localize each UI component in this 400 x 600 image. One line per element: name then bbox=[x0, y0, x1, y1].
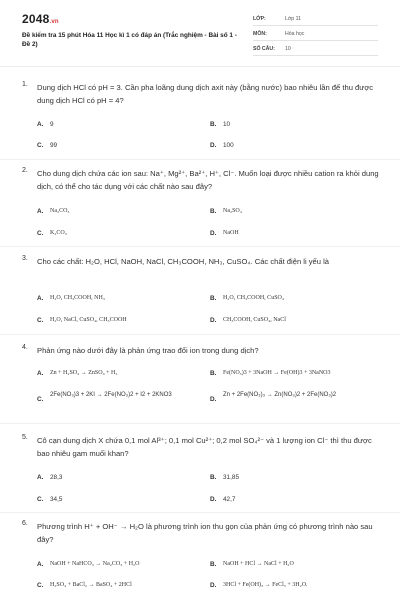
option-text: 100 bbox=[223, 142, 234, 149]
option-letter: A. bbox=[37, 474, 44, 481]
option-text: NaOH + HCl → NaCl + H₂O bbox=[223, 561, 294, 567]
meta-class-row bbox=[253, 12, 378, 26]
question-text: Cho các chất: H₂O, HCl, NaOH, NaCl, CH₃COOH, NH₃, CuSO₄. Các chất điện li yếu là bbox=[37, 257, 330, 266]
meta-value: 10 bbox=[285, 46, 291, 52]
option-letter: B. bbox=[210, 295, 217, 302]
question-number: 3. bbox=[22, 255, 28, 262]
header-divider bbox=[0, 66, 400, 67]
option-text: Zn + H₂SO₄ → ZnSO₄ + H₂ bbox=[50, 370, 118, 376]
option-text: 10 bbox=[223, 121, 231, 128]
option-text: NaOH bbox=[223, 230, 239, 236]
option-text: 99 bbox=[50, 142, 58, 149]
question-number: 5. bbox=[22, 434, 28, 441]
question-divider bbox=[0, 512, 400, 513]
meta-value: Lớp 11 bbox=[285, 16, 301, 22]
option-text: 42,7 bbox=[223, 496, 236, 503]
logo-text: 2048 bbox=[22, 12, 50, 26]
option-letter: C. bbox=[37, 582, 44, 589]
question-text: Phản ứng nào dưới đây là phản ứng trao đổi ion trong dung dịch? bbox=[37, 346, 259, 355]
option-text: H₂O, NaCl, CuSO₄, CH₃COOH bbox=[50, 317, 127, 323]
option-letter: D. bbox=[210, 582, 217, 589]
option-letter: A. bbox=[37, 121, 44, 128]
question-divider bbox=[0, 246, 400, 247]
option-text: H₂SO₄ + BaCl₂ → BaSO₄ + 2HCl bbox=[50, 582, 132, 588]
option-text: Na₂SO₄ bbox=[223, 208, 242, 214]
site-logo[interactable] bbox=[22, 12, 59, 26]
question-number: 4. bbox=[22, 344, 28, 351]
question-text: Cô cạn dung dịch X chứa 0,1 mol Al³⁺; 0,1 mol Cu²⁺; 0,2 mol SO₄²⁻ và 1 lượng ion Cl⁻ thì thu được bao nhiêu gam muối khan? bbox=[37, 436, 372, 458]
option-text: 3HCl + Fe(OH)₃ → FeCl₃ + 3H₂O. bbox=[223, 582, 308, 588]
meta-value: Hóa học bbox=[285, 31, 305, 37]
option-text: Fe(NO₃)3 + 3NaOH → Fe(OH)3 + 3NaNO3 bbox=[223, 370, 331, 376]
logo-suffix: .vn bbox=[49, 19, 59, 25]
option-letter: A. bbox=[37, 561, 44, 568]
option-text: H₂O, CH₃COOH, CuSO₄ bbox=[223, 295, 284, 301]
option-letter: B. bbox=[210, 561, 217, 568]
option-letter: C. bbox=[37, 496, 44, 503]
option-text: 31,85 bbox=[223, 474, 239, 481]
meta-label: SỐ CÂU: bbox=[253, 46, 275, 52]
question-divider bbox=[0, 423, 400, 424]
meta-label: LỚP: bbox=[253, 16, 266, 22]
option-text: CH₃COOH, CuSO₄, NaCl bbox=[223, 317, 286, 323]
question-divider bbox=[0, 159, 400, 160]
question-number: 2. bbox=[22, 167, 28, 174]
option-text: Zn + 2Fe(NO₃)₃ → Zn(NO₃)2 + 2Fe(NO₃)2 bbox=[223, 392, 337, 398]
option-letter: B. bbox=[210, 208, 217, 215]
question-number: 1. bbox=[22, 81, 28, 88]
option-letter: C. bbox=[37, 230, 44, 237]
question-divider bbox=[0, 334, 400, 335]
page-header bbox=[0, 0, 400, 62]
option-letter: A. bbox=[37, 370, 44, 377]
option-text: K₂CO₃ bbox=[50, 230, 67, 236]
exam-title: Đề kiểm tra 15 phút Hóa 11 Học kì 1 có đáp án (Trắc nghiệm - Bài số 1 - Đề 2) bbox=[22, 32, 237, 48]
option-letter: C. bbox=[37, 396, 44, 403]
question-text: Dung dịch HCl có pH = 3. Cần pha loãng dung dịch axit này (bằng nước) bao nhiêu lần để thu được dung dịch HCl có pH = 4? bbox=[37, 83, 374, 105]
question-text: Phương trình H⁺ + OH⁻ → H₂O là phương trình ion thu gọn của phản ứng có phương trình nào sau đây? bbox=[37, 522, 373, 544]
option-letter: D. bbox=[210, 142, 217, 149]
option-letter: D. bbox=[210, 317, 217, 324]
option-letter: A. bbox=[37, 208, 44, 215]
question-text: Cho dung dịch chứa các ion sau: Na⁺, Mg²⁺, Ba²⁺, H⁺, Cl⁻. Muốn loại được nhiều cation ra khỏi dung dịch, có thể cho tác dụng với các chất nào sau đây? bbox=[37, 169, 379, 191]
option-text: 9 bbox=[50, 121, 54, 128]
option-letter: C. bbox=[37, 142, 44, 149]
option-letter: D. bbox=[210, 230, 217, 237]
option-letter: B. bbox=[210, 370, 217, 377]
option-text: H₂O, CH₃COOH, NH₃ bbox=[50, 295, 105, 301]
option-text: Na₂CO₃ bbox=[50, 208, 70, 214]
meta-label: MÔN: bbox=[253, 31, 267, 37]
meta-count-row bbox=[253, 42, 378, 56]
option-letter: A. bbox=[37, 295, 44, 302]
meta-subject-row bbox=[253, 27, 378, 41]
option-letter: D. bbox=[210, 496, 217, 503]
option-letter: D. bbox=[210, 396, 217, 403]
option-letter: B. bbox=[210, 121, 217, 128]
option-text: NaOH + NaHCO₃ → Na₂CO₃ + H₂O bbox=[50, 561, 140, 567]
option-letter: B. bbox=[210, 474, 217, 481]
option-letter: C. bbox=[37, 317, 44, 324]
option-text: 2Fe(NO₃)3 + 2KI → 2Fe(NO₃)2 + I2 + 2KNO3 bbox=[50, 392, 172, 398]
question-number: 6. bbox=[22, 520, 28, 527]
option-text: 34,5 bbox=[50, 496, 63, 503]
option-text: 28,3 bbox=[50, 474, 63, 481]
